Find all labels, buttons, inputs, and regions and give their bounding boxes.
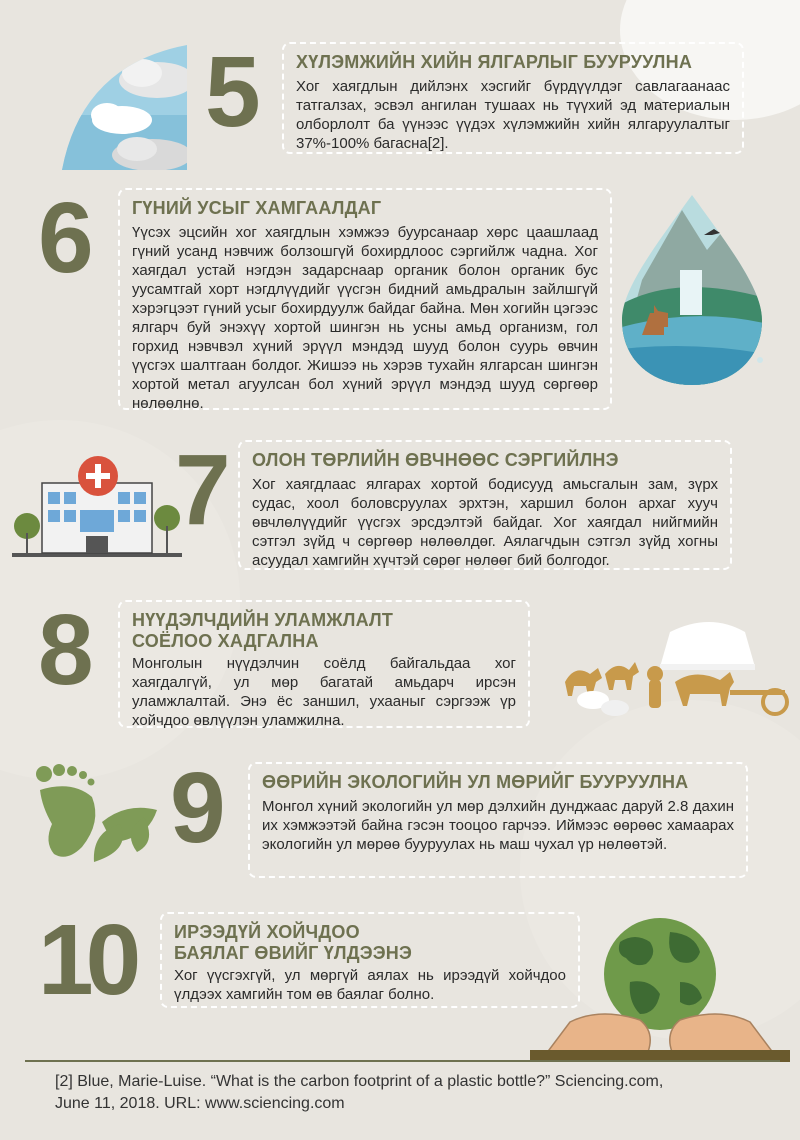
item-5-title: ХҮЛЭМЖИЙН ХИЙН ЯЛГАРЛЫГ БУУРУУЛНА [296, 52, 693, 72]
footnote-line1: [2] Blue, Marie-Luise. “What is the carbon footprint of a plastic bottle?” Sciencing.com, [55, 1073, 664, 1090]
hospital-icon [12, 448, 182, 558]
item-10-number: 10 [38, 904, 134, 1016]
item-10-title [174, 922, 566, 964]
item-5-text: Хог хаягдлын дийлэнх хэсгийг бүрдүүлдэг савлагаанаас татгалзах, эсвэл ангилан тушаах нь түүхий эд материалын олборлолт ба үүнээс үүдэх хүлэмжийн хийн ялгаруулалтыг 37%-100% багасна[2]. [296, 78, 730, 152]
item-8-title [132, 610, 516, 652]
item-9-card [248, 762, 748, 878]
item-6-number: 6 [38, 182, 90, 294]
item-8-number: 8 [38, 594, 90, 706]
item-10-title-line1: ИРЭЭДҮЙ ХОЙЧДОО [174, 922, 360, 942]
item-7-card [238, 440, 732, 570]
item-5-number: 5 [205, 36, 257, 148]
item-7-number: 7 [175, 434, 227, 546]
item-8-card [118, 600, 530, 728]
clouds-icon [62, 45, 187, 170]
footprint-leaves-icon [32, 762, 162, 867]
item-6-text: Үүсэх эцсийн хог хаягдлын хэмжээ буурсанаар хөрс цаашлаад гүний усанд нэвчиж болзошгүй бохирдлоос сэргийлж чадна. Хог хаягдал устай нэгдэн задарснаар органик болон органик бус уусамтгай хорт нэгдлүүдийг үүсгэн бидний амьдралын зайлшгүй хэрэгцээт гүний усыг бохирдуулж байдаг байна. Мөн хогийн цэгээс ялгарч буй энэхүү хортой шингэн нь усны амьд организм, гол горхид нэвчвэл хүний эрүүл мэндэд шууд болон суурь өвчин үүсгэх шалтгаан болдог. Жишээ нь хэрэв тухайн ялгарсан шингэн хортой метал агуулсан бол хүний эрүүл мэндэд шууд сөргөөр нөлөөлнө. [132, 224, 598, 412]
item-6-title: ГҮНИЙ УСЫГ ХАМГААЛДАГ [132, 198, 382, 218]
footnote [55, 1071, 755, 1115]
item-5-card [282, 42, 744, 154]
nomad-yurt-caravan-icon [545, 612, 795, 722]
item-9-number: 9 [170, 752, 222, 864]
item-8-title-line1: НҮҮДЭЛЧДИЙН УЛАМЖЛАЛТ [132, 610, 394, 630]
item-6-card [118, 188, 612, 410]
item-8-text: Монголын нүүдэлчин соёлд байгальдаа хог хаягдалгүй, ул мөр багатай амьдарч ирсэн уламжлалтай. Энэ ёс заншил, ухааныг сэргээж үр хойчдоо өвлүүлэн уламжилна. [132, 655, 516, 729]
footer-divider [25, 1060, 780, 1062]
item-7-title: ОЛОН ТӨРЛИЙН ӨВЧНӨӨС СЭРГИЙЛНЭ [252, 450, 619, 470]
item-8-title-line2: СОЁЛОО ХАДГАЛНА [132, 631, 319, 651]
item-10-text: Хог үүсгэхгүй, ул мөргүй аялах нь ирээдүй хойчдоо үлдээх хамгийн том өв баялаг болно. [174, 967, 566, 1003]
item-10-title-line2: БАЯЛАГ ӨВИЙГ ҮЛДЭЭНЭ [174, 943, 412, 963]
globe-in-hands-icon [530, 912, 790, 1062]
item-7-text: Хог хаягдлаас ялгарах хортой бодисууд амьсгалын зам, зүрх судас, хоол боловсруулах эрхтэн, харшил болон архаг хууч өвчлөлүүдийг үүсгэх эрсдэлтэй байдаг. Хог хаягдал нийгмийн сэтгэл зүйд ч сөргөөр нөлөөлдөг. Аялагчдын сэтгэл зүйд хогны асуудал хамгийн хүчтэй сөрөг нөлөөг бий болгодог. [252, 476, 718, 569]
item-9-text: Монгол хүний экологийн ул мөр дэлхийн дунджаас даруй 2.8 дахин их хэмжээтэй байна гэсэн тооцоо гарчээ. Иймээс өөрөөс хамаарах экологийн ул мөрөө бууруулах нь маш чухал үр нөлөөтэй. [262, 798, 734, 853]
item-10-card [160, 912, 580, 1008]
footnote-line2: June 11, 2018. URL: www.sciencing.com [55, 1095, 345, 1112]
item-9-title: ӨӨРИЙН ЭКОЛОГИЙН УЛ МӨРИЙГ БУУРУУЛНА [262, 772, 689, 792]
water-drop-landscape-icon [612, 190, 772, 390]
